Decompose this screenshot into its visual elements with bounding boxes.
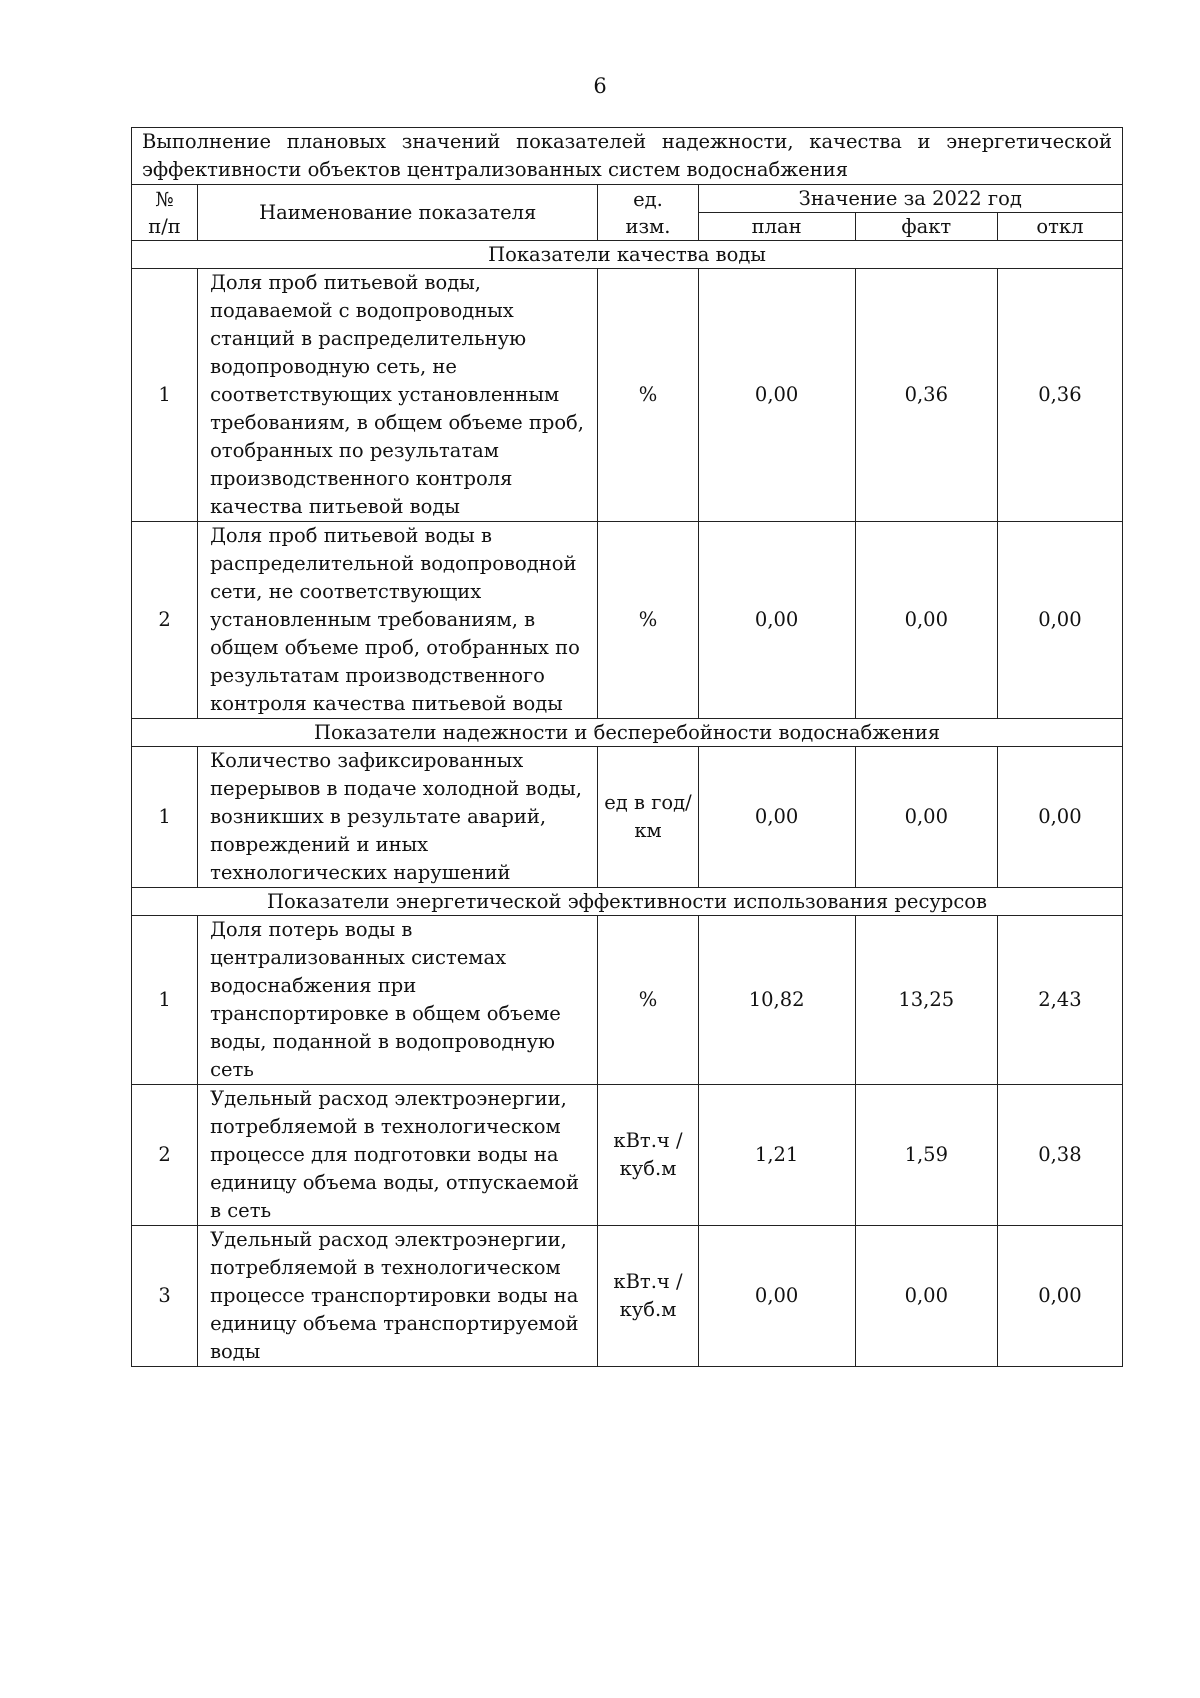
row-name: Доля потерь воды в централизованных системах водоснабжения при транспортировке в общем объеме воды, поданной в водопроводную сеть — [198, 916, 598, 1085]
section-title: Показатели энергетической эффективности использования ресурсов — [132, 888, 1123, 916]
row-fact: 1,59 — [855, 1085, 997, 1226]
row-unit: % — [598, 522, 698, 719]
row-num: 2 — [132, 1085, 198, 1226]
row-fact: 0,36 — [855, 269, 997, 522]
header-num-line1: № — [155, 187, 174, 211]
row-fact: 13,25 — [855, 916, 997, 1085]
row-plan: 0,00 — [698, 269, 855, 522]
row-deviation: 0,00 — [997, 1226, 1122, 1367]
table-row — [132, 1226, 1123, 1367]
row-num: 1 — [132, 747, 198, 888]
row-num: 3 — [132, 1226, 198, 1367]
row-deviation: 0,36 — [997, 269, 1122, 522]
row-deviation: 2,43 — [997, 916, 1122, 1085]
table-row — [132, 1085, 1123, 1226]
row-unit: кВт.ч / куб.м — [598, 1226, 698, 1367]
header-fact: факт — [855, 213, 997, 241]
header-value-group: Значение за 2022 год — [698, 185, 1122, 213]
row-unit: % — [598, 269, 698, 522]
header-plan: план — [698, 213, 855, 241]
header-num-line2: п/п — [148, 214, 181, 238]
row-deviation: 0,00 — [997, 747, 1122, 888]
table-row — [132, 916, 1123, 1085]
header-deviation: откл — [997, 213, 1122, 241]
indicators-table — [131, 127, 1123, 1367]
row-num: 2 — [132, 522, 198, 719]
row-unit: % — [598, 916, 698, 1085]
section-row — [132, 241, 1123, 269]
section-title: Показатели качества воды — [132, 241, 1123, 269]
row-fact: 0,00 — [855, 1226, 997, 1367]
table-row — [132, 269, 1123, 522]
row-plan: 1,21 — [698, 1085, 855, 1226]
row-fact: 0,00 — [855, 747, 997, 888]
header-num — [132, 185, 198, 241]
row-plan: 0,00 — [698, 522, 855, 719]
row-unit: кВт.ч / куб.м — [598, 1085, 698, 1226]
row-name: Удельный расход электроэнергии, потребляемой в технологическом процессе транспортировки воды на единицу объема транспортируемой воды — [198, 1226, 598, 1367]
section-row — [132, 888, 1123, 916]
row-plan: 10,82 — [698, 916, 855, 1085]
header-name: Наименование показателя — [198, 185, 598, 241]
row-unit: ед в год/ км — [598, 747, 698, 888]
header-unit-line2: изм. — [625, 214, 671, 238]
section-row — [132, 719, 1123, 747]
header-row-1 — [132, 185, 1123, 213]
row-num: 1 — [132, 916, 198, 1085]
row-name: Количество зафиксированных перерывов в подаче холодной воды, возникших в результате аварий, повреждений и иных технологических нарушений — [198, 747, 598, 888]
row-name: Удельный расход электроэнергии, потребляемой в технологическом процессе для подготовки воды на единицу объема воды, отпускаемой в сеть — [198, 1085, 598, 1226]
table-row — [132, 522, 1123, 719]
page-number: 6 — [593, 74, 607, 98]
row-deviation: 0,38 — [997, 1085, 1122, 1226]
row-name: Доля проб питьевой воды в распределительной водопроводной сети, не соответствующих установленным требованиям, в общем объеме проб, отобранных по результатам производственного контроля качества питьевой воды — [198, 522, 598, 719]
header-unit — [598, 185, 698, 241]
table-row — [132, 747, 1123, 888]
section-title: Показатели надежности и бесперебойности водоснабжения — [132, 719, 1123, 747]
row-fact: 0,00 — [855, 522, 997, 719]
header-unit-line1: ед. — [633, 187, 663, 211]
row-deviation: 0,00 — [997, 522, 1122, 719]
table-title: Выполнение плановых значений показателей надежности, качества и энергетической эффективности объектов централизованных систем водоснабжения — [132, 128, 1123, 185]
row-name: Доля проб питьевой воды, подаваемой с водопроводных станций в распределительную водопроводную сеть, не соответствующих установленным требованиям, в общем объеме проб, отобранных по результатам производственного контроля качества питьевой воды — [198, 269, 598, 522]
row-num: 1 — [132, 269, 198, 522]
table-title-row — [132, 128, 1123, 185]
row-plan: 0,00 — [698, 747, 855, 888]
row-plan: 0,00 — [698, 1226, 855, 1367]
